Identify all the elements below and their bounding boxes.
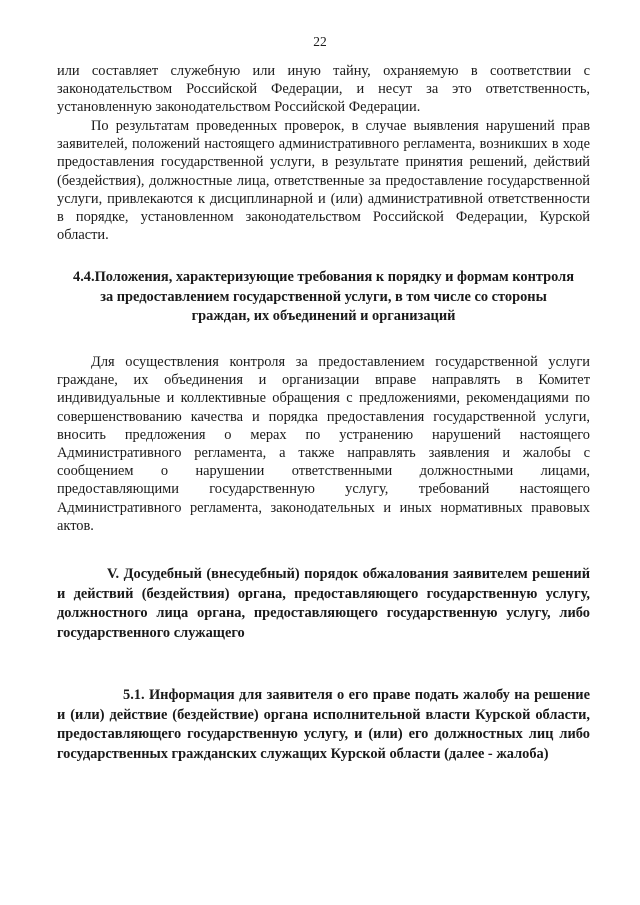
heading-text: V. Досудебный (внесудебный) порядок обжалования заявителем решений и действий (бездействия) органа, предоставляющего государственную услугу, должностного лица органа, предоставляющего государственную услугу, либо государственного служащего	[57, 566, 590, 641]
paragraph-text: или составляет служебную или иную тайну, охраняемую в соответствии с законодательством Российской Федерации, и несут за это ответственность, установленную законодательством Российской Федерации.	[57, 63, 590, 116]
continuation-paragraph	[57, 62, 590, 117]
page-number: 22	[313, 34, 327, 49]
paragraph-text: По результатам проведенных проверок, в случае выявления нарушений прав заявителей, положений настоящего административного регламента, возникших в ходе предоставления государственной услуги, в результате принятия решений, действий (бездействия), должностные лица, ответственные за предоставление государственной услуги, привлекаются к дисциплинарной и (или) административной ответственности в порядке, установленном законодательством Российской Федерации, Курской области.	[57, 118, 590, 244]
heading-text: 5.1. Информация для заявителя о его праве подать жалобу на решение и (или) действие (бездействие) органа исполнительной власти Курской области, предоставляющего государственную услугу, и (или) его должностных лиц либо государственных гражданских служащих Курской области (далее - жалоба)	[57, 687, 590, 762]
paragraph-text: Для осуществления контроля за предоставлением государственной услуги граждане, их объединения и организации вправе направлять в Комитет индивидуальные и коллективные обращения с предложениями, рекомендациями по совершенствованию качества и порядка предоставления государственной услуги, вносить предложения о мерах по устранению нарушений настоящего Административного регламента, а также направлять заявления и жалобы с сообщением о нарушении ответственными должностными лицами, предоставляющими государственную услугу, требований настоящего Административного регламента, законодательных и иных нормативных правовых актов.	[57, 354, 590, 534]
section-heading-4-4	[70, 268, 577, 327]
heading-text: 4.4.Положения, характеризующие требования к порядку и формам контроля за предоставлением государственной услуги, в том числе со стороны граждан, их объединений и организаций	[73, 269, 574, 324]
control-paragraph	[57, 353, 590, 535]
checks-paragraph	[57, 117, 590, 244]
section-heading-5-1	[57, 686, 590, 764]
section-heading-v	[57, 565, 590, 643]
